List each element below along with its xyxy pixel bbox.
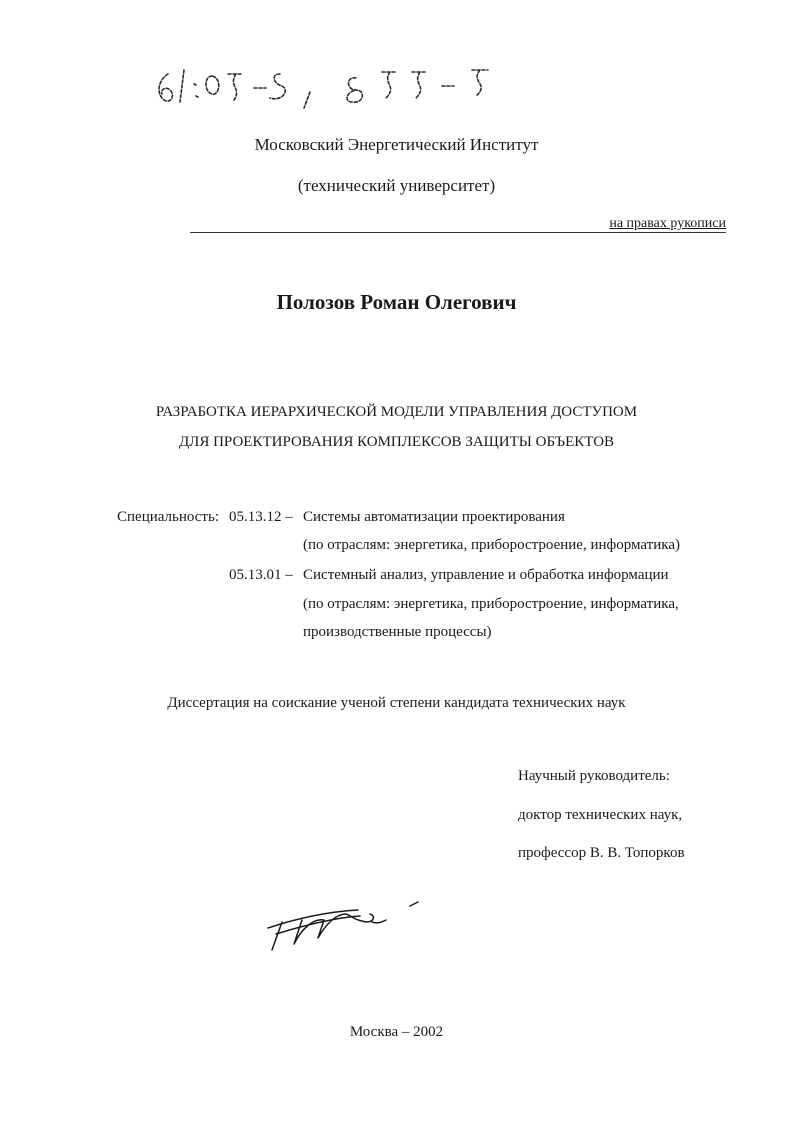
author-name: Полозов Роман Олегович [276, 290, 517, 314]
specialty-branches: (по отраслям: энергетика, приборостроение, информатика) [303, 537, 680, 553]
manuscript-note: на правах рукописи [605, 216, 726, 232]
header-rule [190, 232, 726, 234]
specialty-branches: производственные процессы) [303, 624, 492, 640]
title-line-2: ДЛЯ ПРОЕКТИРОВАНИЯ КОМПЛЕКСОВ ЗАЩИТЫ ОБЪЕКТОВ [178, 434, 615, 450]
specialty-code: 05.13.01 – [229, 567, 293, 583]
specialty-code: 05.13.12 – [229, 509, 293, 525]
supervisor-label: Научный руководитель: [518, 768, 670, 784]
title-line-1: РАЗРАБОТКА ИЕРАРХИЧЕСКОЙ МОДЕЛИ УПРАВЛЕНИЯ ДОСТУПОМ [155, 404, 638, 420]
institute-name: Московский Энергетический Институт [254, 135, 539, 154]
dissertation-note: Диссертация на соискание ученой степени кандидата технических наук [167, 695, 626, 711]
supervisor-degree: доктор технических наук, [518, 807, 683, 823]
signature [262, 898, 432, 952]
handwritten-catalog-code [150, 62, 530, 114]
specialty-label: Специальность: [117, 509, 219, 525]
specialty-name: Системы автоматизации проектирования [303, 509, 565, 525]
specialty-branches: (по отраслям: энергетика, приборостроение, информатика, [303, 596, 679, 612]
city-year: Москва – 2002 [349, 1024, 444, 1040]
specialty-name: Системный анализ, управление и обработка информации [303, 567, 669, 583]
university-type: (технический университет) [297, 176, 496, 195]
supervisor-name: профессор В. В. Топорков [518, 845, 685, 861]
